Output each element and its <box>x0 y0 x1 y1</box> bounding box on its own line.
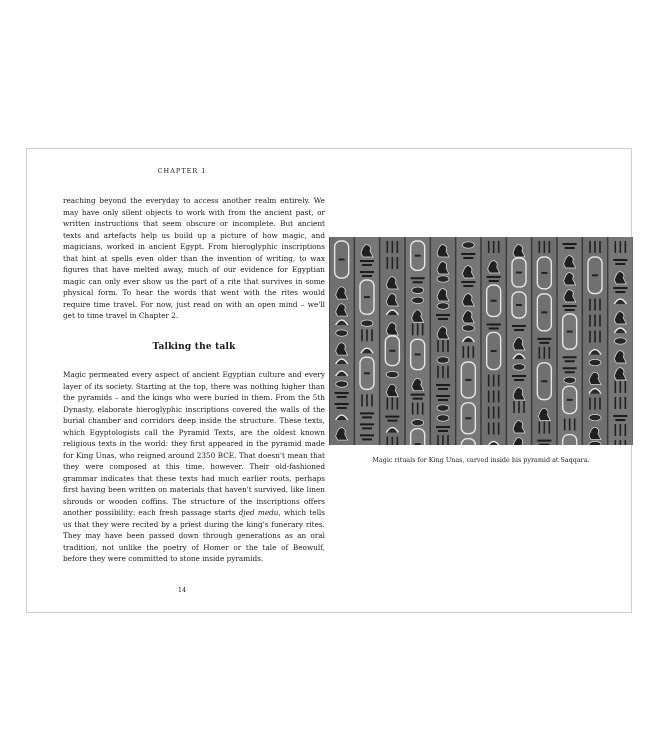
book-spread <box>26 148 632 613</box>
eye-glyph <box>437 415 449 421</box>
paragraph-2-text-a: Magic permeated every aspect of ancient Egyptian culture and every layer of its society. Starting at the top, there was nothing higher than the pyramids – and the kings who were buried in them. From the 5th Dynasty, elaborate hieroglyphic inscriptions covered the walls of the burial chamber and corridors deep inside the structure. These texts, which Egyptologists call the Pyramid Texts, are the oldest known religious texts in the world: they first appeared in the pyramid made for King Unas, who reigned around 2350 BCE. That doesn't mean that they were composed at this time, however. Their old-fashioned grammar indicates that these texts had much earlier roots, perhaps first having been written on materials that haven't survived, like linen shrouds or wooden coffins. The structure of the inscriptions offers another possibility: each fresh passage starts <box>63 370 325 517</box>
eye-glyph <box>589 441 601 445</box>
paragraph-2-italic: djed medu <box>238 508 279 517</box>
eye-glyph <box>437 357 449 363</box>
eye-glyph <box>589 414 601 420</box>
eye-glyph <box>361 320 373 326</box>
running-header: CHAPTER 1 <box>157 167 207 175</box>
eye-glyph <box>386 371 398 377</box>
eye-glyph <box>437 405 449 411</box>
hieroglyph-image <box>329 237 633 445</box>
eye-glyph <box>614 338 626 344</box>
paragraph-2-text-b: , which tells us that they were recited by a priest during the king's funerary rites. They may have been passed down through generations as an oral tradition, not unlike the poetry of Homer or the tale of Beowulf, before they were committed to stone inside pyramids. <box>63 508 326 563</box>
eye-glyph <box>437 276 449 282</box>
eye-glyph <box>462 242 474 248</box>
section-heading: Talking the talk <box>152 341 236 352</box>
figure-caption: Magic rituals for King Unas, carved inside his pyramid at Saqqara. <box>372 456 590 464</box>
paragraph-1: reaching beyond the everyday to access another realm entirely. We may have only silent objects to work with from the ancient past, or written instructions that seem obscure or incomplete. But ancient texts and artefacts help us build up a picture of how magic, and magicians, worked in ancient Egypt. From hieroglyphic inscriptions that hint at spells even older than the invention of writing, to wax figures that have melted away, much of our evidence for Egyptian magic can only ever show us the part of a rite that survives in some physical form. To hear the words that went with the rites would require time travel. For now, just read on with an open mind – we'll get to time travel in Chapter 2. <box>63 196 325 320</box>
paragraph-2 <box>63 369 325 565</box>
eye-glyph <box>564 377 576 383</box>
page-number: 14 <box>177 586 187 594</box>
eye-glyph <box>589 359 601 365</box>
eye-glyph <box>412 287 424 293</box>
eye-glyph <box>412 419 424 425</box>
eye-glyph <box>336 381 348 387</box>
eye-glyph <box>462 325 474 331</box>
column-band <box>330 237 353 445</box>
left-page-text <box>63 195 325 565</box>
hieroglyph-photo <box>329 237 633 445</box>
eye-glyph <box>412 297 424 303</box>
eye-glyph <box>437 303 449 309</box>
eye-glyph <box>336 330 348 336</box>
eye-glyph <box>513 364 525 370</box>
